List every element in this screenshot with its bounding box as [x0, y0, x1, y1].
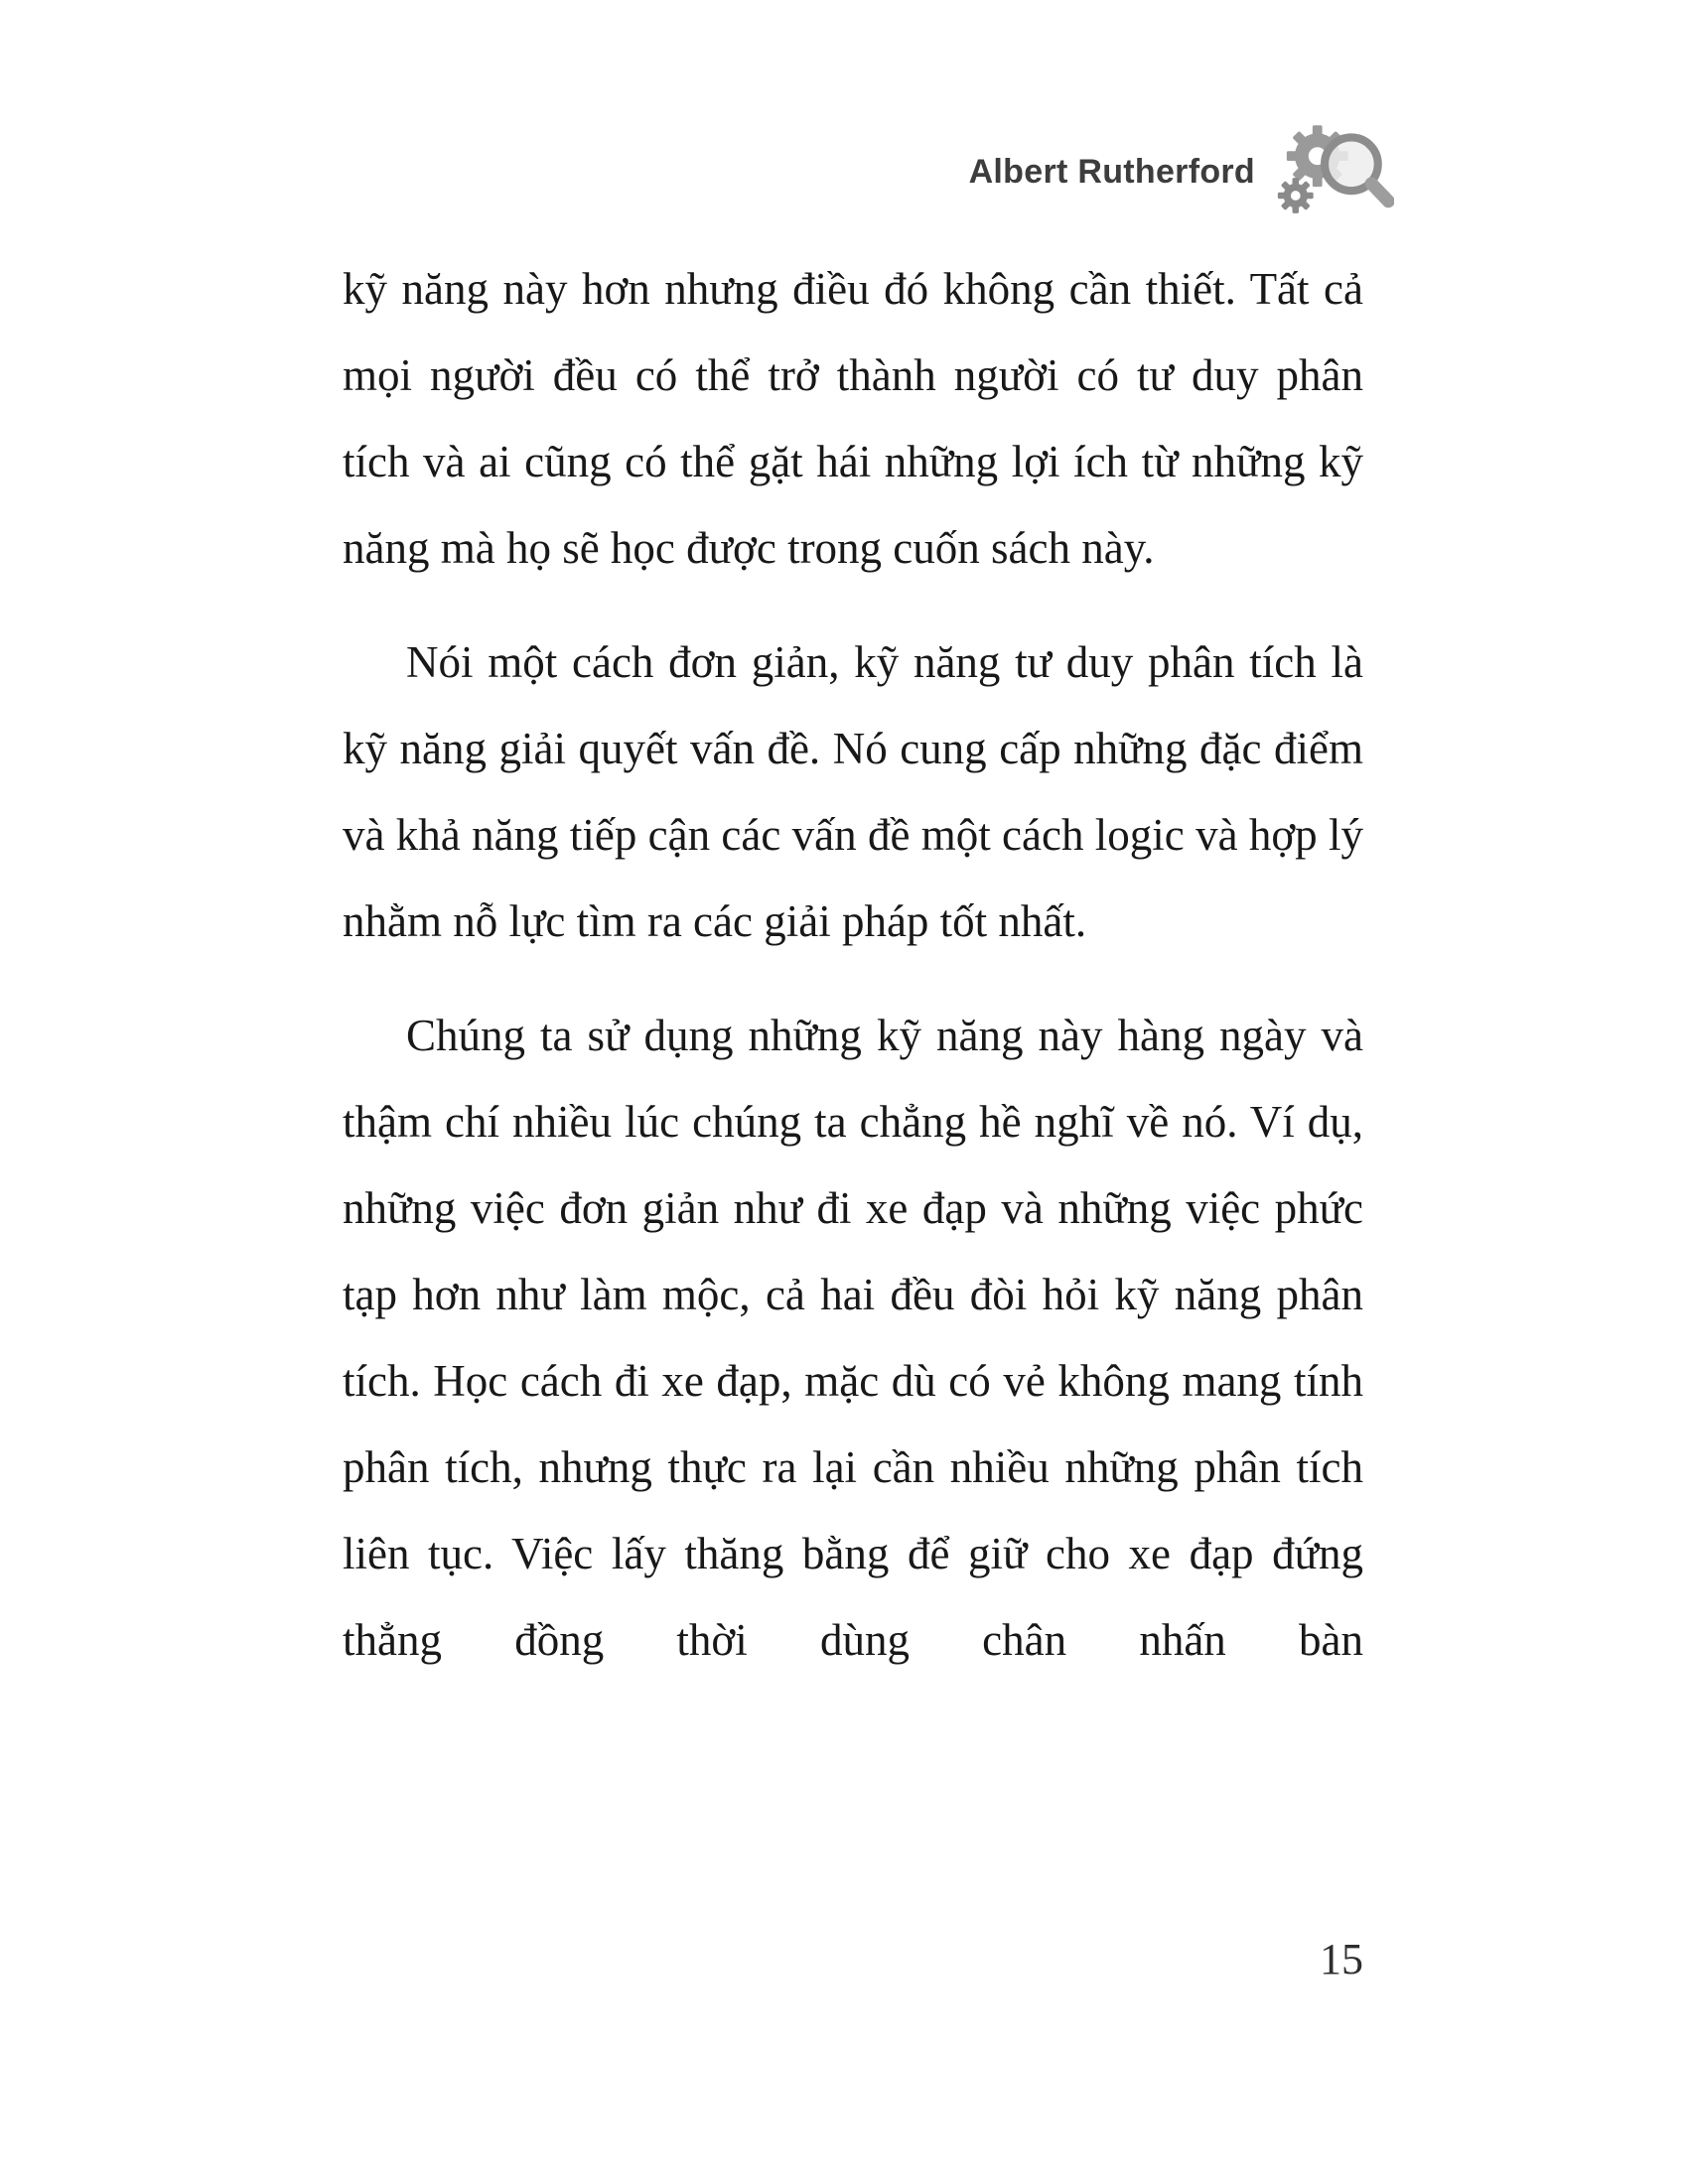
- magnifier-gears-icon: [1273, 117, 1394, 227]
- paragraph: Chúng ta sử dụng những kỹ năng này hàng ngày và thậm chí nhiều lúc chúng ta chẳng hề nghĩ về nó. Ví dụ, những việc đơn giản như đi xe đạp và những việc phức tạp hơn như làm mộc, cả hai đều đòi hỏi kỹ năng phân tích. Học cách đi xe đạp, mặc dù có vẻ không mang tính phân tích, nhưng thực ra lại cần nhiều những phân tích liên tục. Việc lấy thăng bằng để giữ cho xe đạp đứng thẳng đồng thời dùng chân nhấn bàn: [343, 1011, 1363, 1665]
- paragraph: Nói một cách đơn giản, kỹ năng tư duy phân tích là kỹ năng giải quyết vấn đề. Nó cung cấp những đặc điểm và khả năng tiếp cận các vấn đề một cách logic và hợp lý nhằm nỗ lực tìm ra các giải pháp tốt nhất.: [343, 637, 1363, 946]
- paragraph: kỹ năng này hơn nhưng điều đó không cần thiết. Tất cả mọi người đều có thể trở thành người có tư duy phân tích và ai cũng có thể gặt hái những lợi ích từ những kỹ năng mà họ sẽ học được trong cuốn sách này.: [343, 264, 1363, 573]
- body-text: [343, 246, 1363, 1684]
- author-name: Albert Rutherford: [968, 153, 1255, 191]
- page-number: 15: [1320, 1935, 1363, 1983]
- page-header: [969, 117, 1394, 227]
